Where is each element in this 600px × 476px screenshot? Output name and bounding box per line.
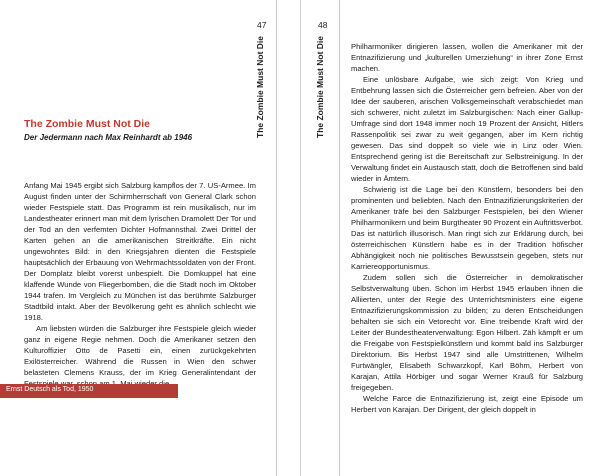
column-rule: [276, 0, 277, 476]
running-head: The Zombie Must Not Die: [255, 36, 265, 138]
body-text: [351, 41, 583, 415]
column-rule: [339, 0, 340, 476]
caption-bar: [0, 384, 178, 398]
paragraph: Schwierig ist die Lage bei den Künstlern, besonders bei den prominenten und beliebten. Nach den Entnazifizierungskriterien der Amerikaner träfe bei den Salzburger Festspielen, bei den Wiener Philharmonikern und beim Burgtheater 90 Prozent ein Auftrittsverbot. Das ist natürlich illusorisch. Man ringt sich zur Erklärung durch, bei österreichischen Künstlern habe es in der Tradition höfischer Abhängigkeit noch nie politisches Bewusstsein gegeben, stets nur Karriereopportunismus.: [351, 185, 583, 271]
photo-caption: Ernst Deutsch als Tod, 1950: [6, 386, 94, 393]
paragraph: Zudem sollen sich die Österreicher in demokratischer Selbstverwaltung üben. Schon im Herbst 1945 erlauben ihnen die Alliierten, unter der Regie des Unterrichtsministers eine eigene Entnazifizierungskommission zu bilden; zu deren Entscheidungen behalten sie sich ein Vetorecht vor. Eine treibende Kraft wird der Leiter der Bundestheaterverwaltung: Egon Hilbert. Zäh kämpft er um die Freigabe von Festspielkünstlern und kommt bald ins Salzburger Direktorium. Bis Herbst 1947 sind alle Umstrittenen, Wilhelm Furtwängler, Elisabeth Schwarzkopf, Karl Böhm, Herbert von Karajan, Attila Hörbiger und sogar Werner Krauß für Salzburg freigegeben.: [351, 273, 583, 392]
page-number: 48: [318, 20, 328, 30]
chapter-title: The Zombie Must Not Die: [24, 118, 150, 130]
paragraph: Philharmoniker dirigieren lassen, wollen die Amerikaner mit der Entnazifizierung und „kulturellen Umerziehung“ in ihrer Zone Ernst machen.: [351, 42, 583, 73]
page-number: 47: [257, 20, 267, 30]
paragraph: Welche Farce die Entnazifizierung ist, zeigt eine Episode um Herbert von Karajan. Der Dirigent, der gleich doppelt in: [351, 394, 583, 414]
body-text: [24, 180, 256, 389]
paragraph: Am liebsten würden die Salzburger ihre Festspiele gleich wieder ganz in eigene Regie nehmen. Doch die Amerikaner setzen den Kulturoffizier Otto de Pasetti ein, einen zurückgekehrten Exilösterreicher. Während die Russen in Wien den schwer belasteten Clemens Krauss, der im Krieg Generalintendant der: [24, 324, 256, 377]
running-head: The Zombie Must Not Die: [315, 36, 325, 138]
paragraph: Anfang Mai 1945 ergibt sich Salzburg kampflos der 7. US-Armee. Im August finden unter der Schirmherrschaft von General Clark schon wieder Festspiele statt. Das Programm ist rein musikalisch, nur im Landestheater erinnert man mit dem lyrischen Dramolett Der Tor und der Tod an den verfemten Dichter Hofmannsthal. Zwei Drittel der Karten gehen an die amerikanischen Streitkräfte. Ein nicht ungewohntes Bild: in den Kriegsjahren dienten die Festspiele hauptsächlich der Erbauung von Wehrmachtssoldaten von der Front. Der Domplatz bleibt vorerst unbespielt. Die Domkuppel hat eine klaffende Wunde von Fliegerbomben, die die Stadt noch im Oktober 1944 trafen. Im Vergleich zu München ist das berühmte Salzburger Stadtbild intakt. Aber der Bevölkerung geht es ähnlich schlecht wie 1918.: [24, 181, 256, 322]
chapter-subtitle: Der Jedermann nach Max Reinhardt ab 1946: [24, 133, 193, 142]
right-page: [300, 0, 600, 476]
paragraph: Eine unlösbare Aufgabe, wie sich zeigt: Von Krieg und Entbehrung lassen sich die Österreicher gern befreien. Aber von der Idee der sauberen, arischen Volksgemeinschaft verabschiedet man sich schwerer, nicht zuletzt im Salzburgischen: Nach einer Gallup-Umfrage sind dort 1948 immer noch 19 Prozent der Ansicht, Hitlers Rassenpolitik sei zwar zu weit gegangen, aber im Kern richtig gewesen. Das sind doppelt so viele wie in Linz oder Wien. Entsprechend gering ist die Bereitschaft zur Selbstreinigung. In der Verwaltung findet ein Austausch statt, doch die Betroffenen sind bald wieder in Ämtern.: [351, 75, 583, 183]
